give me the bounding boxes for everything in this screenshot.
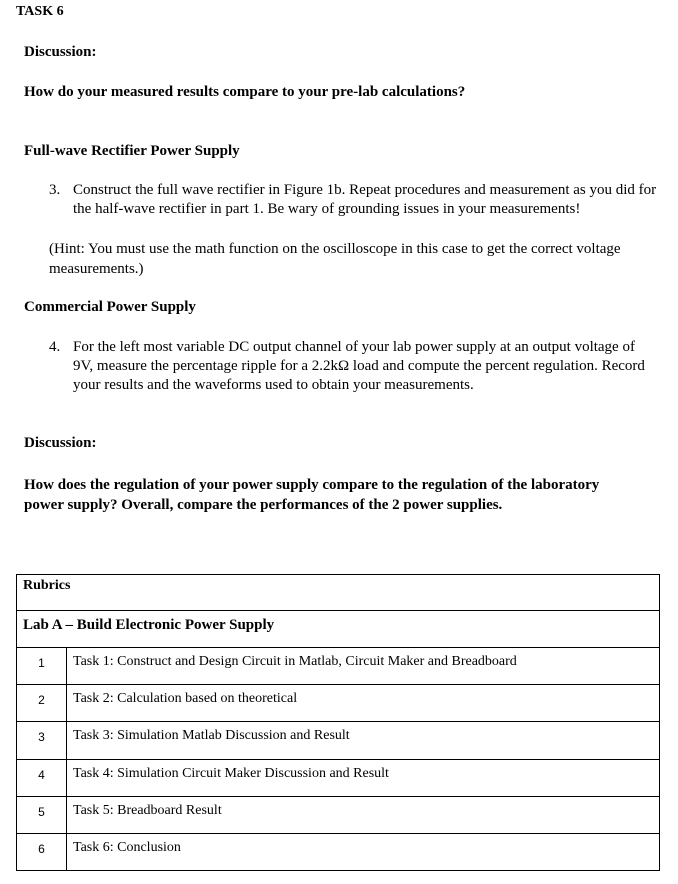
row-number: 2 (17, 685, 67, 722)
row-number: 4 (17, 760, 67, 797)
fullwave-item-number: 3. (49, 182, 61, 198)
rubrics-table (16, 574, 660, 871)
row-number: 1 (17, 648, 67, 685)
table-row (17, 760, 660, 797)
discussion-question-1: How do your measured results compare to your pre-lab calculations? (24, 84, 466, 100)
commercial-item (49, 338, 669, 413)
discussion-heading-1: Discussion: (24, 44, 97, 60)
row-text: Task 3: Simulation Matlab Discussion and Result (67, 722, 660, 760)
task-title: TASK 6 (16, 4, 64, 19)
discussion-question-2: How does the regulation of your power supply compare to the regulation of the laboratory power supply? Overall, compare the performances of the 2 power supplies. (24, 477, 600, 513)
rubrics-lab: Lab A – Build Electronic Power Supply (17, 611, 660, 648)
table-row (17, 797, 660, 834)
fullwave-heading: Full-wave Rectifier Power Supply (24, 143, 240, 159)
commercial-heading: Commercial Power Supply (24, 299, 196, 315)
row-text: Task 6: Conclusion (67, 834, 660, 871)
commercial-item-number: 4. (49, 339, 61, 355)
table-row (17, 685, 660, 722)
fullwave-item-text: Construct the full wave rectifier in Figure 1b. Repeat procedures and measurement as you did for the half-wave rectifier in part 1. Be wary of grounding issues in your measurements! (73, 182, 657, 217)
rubrics-title: Rubrics (17, 575, 660, 611)
table-row (17, 722, 660, 760)
table-row (17, 834, 660, 871)
rubrics-lab-row (17, 611, 660, 648)
row-number: 5 (17, 797, 67, 834)
row-text: Task 1: Construct and Design Circuit in Matlab, Circuit Maker and Breadboard (67, 648, 660, 685)
rubrics-title-row (17, 575, 660, 611)
fullwave-item (49, 181, 669, 241)
commercial-item-text: For the left most variable DC output channel of your lab power supply at an output voltage of 9V, measure the percentage ripple for a 2.2kΩ load and compute the percent regulation. Record your results and the waveforms used to obtain your measurements. (73, 339, 645, 393)
row-text: Task 2: Calculation based on theoretical (67, 685, 660, 722)
discussion-heading-2: Discussion: (24, 435, 97, 451)
fullwave-hint: (Hint: You must use the math function on the oscilloscope in this case to get the correct voltage measurements.) (49, 241, 621, 277)
table-row (17, 648, 660, 685)
row-number: 6 (17, 834, 67, 871)
row-text: Task 5: Breadboard Result (67, 797, 660, 834)
row-number: 3 (17, 722, 67, 760)
row-text: Task 4: Simulation Circuit Maker Discussion and Result (67, 760, 660, 797)
